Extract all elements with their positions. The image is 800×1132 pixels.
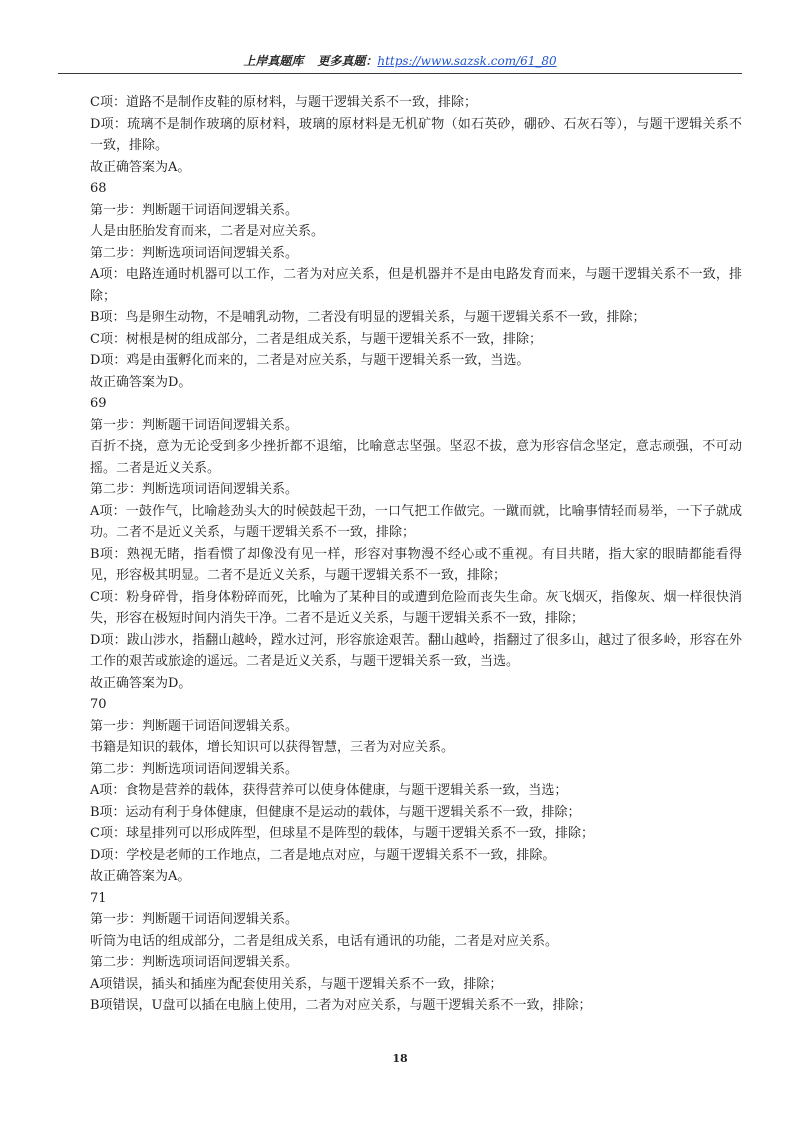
paragraph: C项：道路不是制作皮鞋的原材料，与题干逻辑关系不一致，排除； [90,95,477,110]
paragraph: A项：一鼓作气，比喻趁劲头大的时候鼓起干劲，一口气把工作做完。一蹴而就，比喻事情轻而易举，一下子就成功。二者不是近义关系，与题干逻辑关系不一致，排除； [90,503,742,540]
paragraph: C项：粉身碎骨，指身体粉碎而死，比喻为了某种目的或遭到危险而丧失生命。灰飞烟灭，指像灰、烟一样很快消失，形容在极短时间内消失干净。二者不是近义关系，与题干逻辑关系不一致，排除； [90,589,742,626]
paragraph: A项：食物是营养的载体，获得营养可以使身体健康，与题干逻辑关系一致，当选； [90,783,568,798]
paragraph: B项：熟视无睹，指看惯了却像没有见一样，形容对事物漫不经心或不重视。有目共睹，指大家的眼睛都能看得见，形容极其明显。二者不是近义关系，与题干逻辑关系不一致，排除； [90,546,742,583]
paragraph: 第一步：判断题干词语间逻辑关系。 [90,718,299,734]
paragraph: 第一步：判断题干词语间逻辑关系。 [90,912,299,927]
header-brand: 上岸真题库 [243,54,304,68]
document-body [90,92,742,1017]
paragraph: 故正确答案为D。 [90,675,192,691]
paragraph: A项：电路连通时机器可以工作，二者为对应关系，但是机器并不是由电路发育而来，与题干逻辑关系不一致，排除； [90,267,742,304]
page-number: 18 [392,1052,408,1065]
paragraph: 第二步：判断选项词语间逻辑关系。 [90,761,299,777]
paragraph: D项：琉璃不是制作玻璃的原材料，玻璃的原材料是无机矿物（如石英砂，硼砂、石灰石等），与题干逻辑关系不一致，排除。 [90,116,742,153]
paragraph: 听筒为电话的组成部分，二者是组成关系，电话有通讯的功能，二者是对应关系。 [90,933,559,949]
paragraph: 第二步：判断选项词语间逻辑关系。 [90,482,299,497]
paragraph: D项：鸡是由蛋孵化而来的，二者是对应关系，与题干逻辑关系一致，当选。 [90,353,530,368]
paragraph: A项错误，插头和插座为配套使用关系，与题干逻辑关系不一致，排除； [90,976,503,992]
paragraph: 故正确答案为A。 [90,869,191,884]
paragraph: 书籍是知识的载体，增长知识可以获得智慧，三者为对应关系。 [90,740,455,755]
header-divider [58,73,742,74]
question-number: 69 [90,396,107,411]
paragraph: 故正确答案为A。 [90,159,191,175]
paragraph: B项：鸟是卵生动物，不是哺乳动物，二者没有明显的逻辑关系，与题干逻辑关系不一致，排除； [90,310,646,325]
header-more-label: 更多真题： [317,54,378,68]
page-header [0,52,800,69]
paragraph: 百折不挠，意为无论受到多少挫折都不退缩，比喻意志坚强。坚忍不拔，意为形容信念坚定，意志顽强，不可动摇。二者是近义关系。 [90,439,742,476]
paragraph: D项：跋山涉水，指翻山越岭，蹚水过河，形容旅途艰苦。翻山越岭，指翻过了很多山，越过了很多岭，形容在外工作的艰苦或旅途的遥远。二者是近义关系，与题干逻辑关系一致，当选。 [90,632,742,669]
header-url-link[interactable]: https://www.sazsk.com/61_80 [377,54,557,68]
paragraph: B项错误，U盘可以插在电脑上使用，二者为对应关系，与题干逻辑关系不一致，排除； [90,998,592,1013]
paragraph: 第一步：判断题干词语间逻辑关系。 [90,202,299,218]
question-number: 71 [90,890,107,906]
paragraph: C项：球星排列可以形成阵型，但球星不是阵型的载体，与题干逻辑关系不一致，排除； [90,826,594,841]
paragraph: 人是由胚胎发育而来，二者是对应关系。 [90,224,325,239]
paragraph: D项：学校是老师的工作地点，二者是地点对应，与题干逻辑关系不一致，排除。 [90,847,556,863]
paragraph: 第二步：判断选项词语间逻辑关系。 [90,955,299,970]
paragraph: B项：运动有利于身体健康，但健康不是运动的载体，与题干逻辑关系不一致，排除； [90,804,581,820]
question-number: 70 [90,697,107,712]
paragraph: C项：树根是树的组成部分，二者是组成关系，与题干逻辑关系不一致，排除； [90,331,542,347]
question-number: 68 [90,181,107,196]
paragraph: 故正确答案为D。 [90,374,192,390]
paragraph: 第一步：判断题干词语间逻辑关系。 [90,417,299,433]
paragraph: 第二步：判断选项词语间逻辑关系。 [90,245,299,261]
